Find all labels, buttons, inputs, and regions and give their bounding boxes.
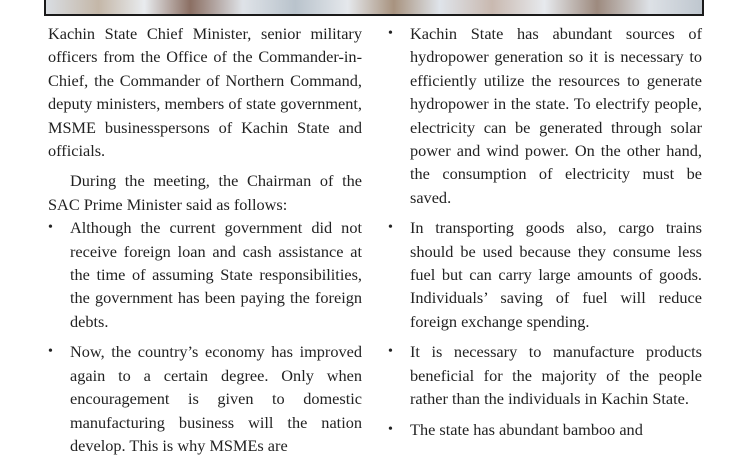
bullet-text: It is necessary to manufacture products beneficial for the majority of the people rather than the individuals in Kachin State. [410,342,702,409]
right-column [388,22,702,448]
bullet-item [388,216,702,333]
bullet-glyph: • [48,220,53,236]
bullet-item [388,340,702,410]
bullet-glyph: • [388,26,393,41]
bullet-text: In transporting goods also, cargo trains should be used because they consume less fuel but can carry large amounts of goods. Individuals’ saving of fuel will reduce foreign exchange spending. [410,218,702,331]
bullet-item [388,418,702,441]
left-column [48,22,362,464]
bullet-glyph: • [48,344,53,360]
bullet-glyph: • [388,220,393,236]
bullet-item [48,340,362,457]
bullet-item [388,22,702,209]
bullet-text: The state has abundant bamboo and [410,419,643,439]
header-photo [44,0,704,16]
bullet-text: Kachin State has abundant sources of hydropower generation so it is necessary to efficiently utilize the resources to generate hydropower in the state. To electrify people, electricity can be generated through solar power and wind power. On the other hand, the consumption of electricity must be saved. [410,24,702,207]
bullet-text: Although the current government did not receive foreign loan and cash assistance at the time of assuming State responsibilities, the government has been paying the foreign debts. [70,218,362,331]
bullet-glyph: • [388,344,393,360]
intro-paragraph: Kachin State Chief Minister, senior military officers from the Office of the Commander-in-Chief, the Commander of Northern Command, deputy ministers, members of state government, MSME businesspersons of Kachin State and officials. [48,24,362,161]
meeting-paragraph: During the meeting, the Chairman of the SAC Prime Minister said as follows: [48,171,362,214]
bullet-item [48,216,362,333]
bullet-glyph: • [388,421,393,437]
bullet-text: Now, the country’s economy has improved again to a certain degree. Only when encouragement is given to domestic manufacturing business will the nation develop. This is why MSMEs are [70,342,362,455]
